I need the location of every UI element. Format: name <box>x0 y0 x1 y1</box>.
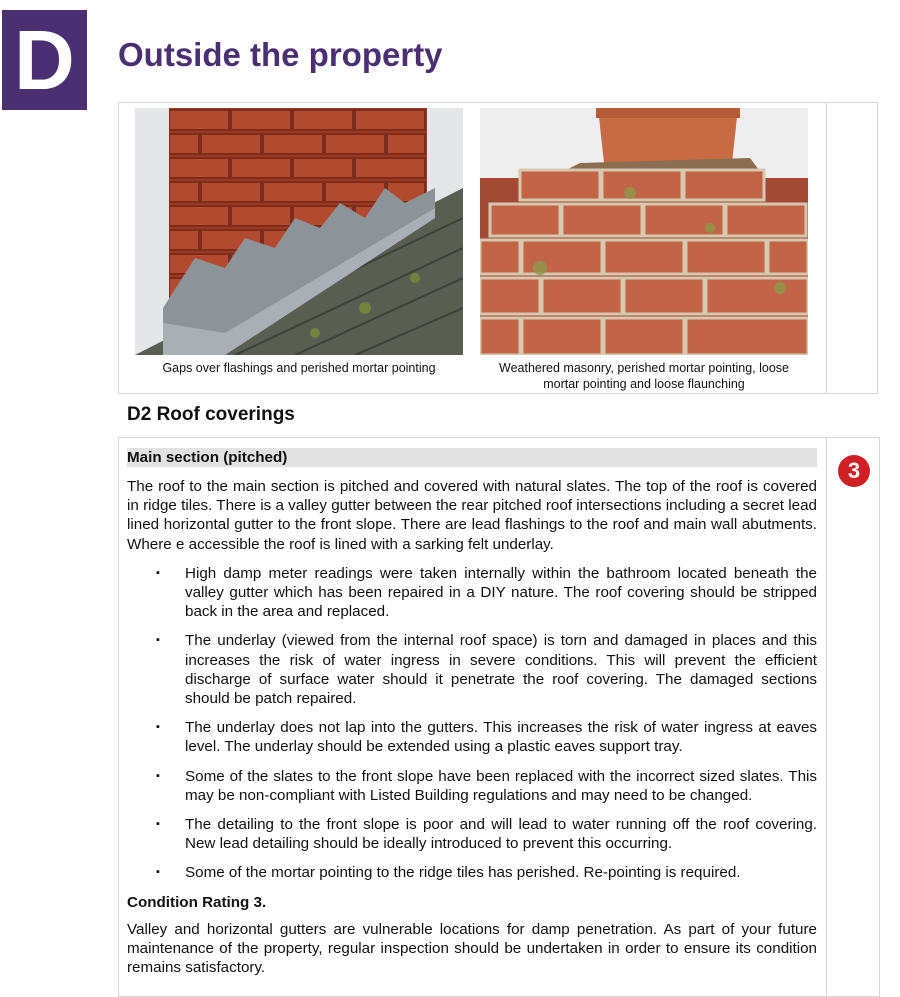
closing-paragraph: Valley and horizontal gutters are vulnerable locations for damp penetration. As part of your future maintenance of the property, regular inspection should be undertaken in order to ensure its condition remains satisfactory. <box>127 920 817 977</box>
list-item-text: High damp meter readings were taken internally within the bathroom located beneath the valley gutter which has been repaired in a DIY nature. The roof covering should be stripped back in the area and replaced. <box>185 564 817 621</box>
chimney-masonry-photo <box>480 108 808 355</box>
section-letter-badge: D <box>2 10 87 110</box>
bullet-icon: ▪ <box>156 818 160 831</box>
defects-list <box>127 564 817 883</box>
list-item <box>127 631 817 708</box>
list-item-text: Some of the mortar pointing to the ridge tiles has perished. Re-pointing is required. <box>185 864 741 882</box>
list-item <box>127 815 817 853</box>
condition-rating-label: Condition Rating 3. <box>127 893 267 911</box>
intro-paragraph: The roof to the main section is pitched and covered with natural slates. The top of the roof is covered in ridge tiles. There is a valley gutter between the rear pitched roof intersections including a secret lead lined horizontal gutter to the front slope. There are lead flashings to the roof and main wall abutments. Where e accessible the roof is lined with a sarking felt underlay. <box>127 478 817 553</box>
subsection-title: Main section (pitched) <box>127 448 817 467</box>
photo-panel <box>118 102 878 394</box>
chimney-flashing-photo <box>135 108 463 355</box>
condition-rating-badge: 3 <box>838 455 870 487</box>
list-item-text: The detailing to the front slope is poor and will lead to water running off the roof covering. New lead detailing should be ideally introduced to prevent this occurring. <box>185 816 817 853</box>
roof-coverings-panel <box>118 437 880 997</box>
bullet-icon: ▪ <box>156 721 160 734</box>
bullet-icon: ▪ <box>156 769 160 782</box>
list-item-text: The underlay does not lap into the gutters. This increases the risk of water ingress at eaves level. The underlay should be extended using a plastic eaves support tray. <box>185 719 817 756</box>
bullet-icon: ▪ <box>156 866 160 879</box>
list-item <box>127 767 817 805</box>
list-item <box>127 564 817 622</box>
list-item <box>127 863 817 882</box>
report-content <box>127 448 817 987</box>
list-item-text: The underlay (viewed from the internal roof space) is torn and damaged in places and this increases the risk of water ingress in severe conditions. This will prevent the efficient discharge of surface water should it penetrate the roof covering. The damaged sections should be patch repaired. <box>185 632 817 708</box>
list-item-text: Some of the slates to the front slope have been replaced with the incorrect sized slates. This may be non-compliant with Listed Building regulations and may need to be changed. <box>185 767 817 804</box>
photo-caption: Gaps over flashings and perished mortar pointing <box>162 361 436 375</box>
rating-column-divider <box>826 103 827 393</box>
bullet-icon: ▪ <box>156 566 160 579</box>
list-item <box>127 718 817 756</box>
rating-column-divider <box>826 438 827 996</box>
section-heading: D2 Roof coverings <box>127 404 295 425</box>
bullet-icon: ▪ <box>156 634 160 647</box>
photo-caption: Weathered masonry, perished mortar pointing, loose mortar pointing and loose flaunching <box>499 361 789 391</box>
page-title: Outside the property <box>118 36 443 73</box>
